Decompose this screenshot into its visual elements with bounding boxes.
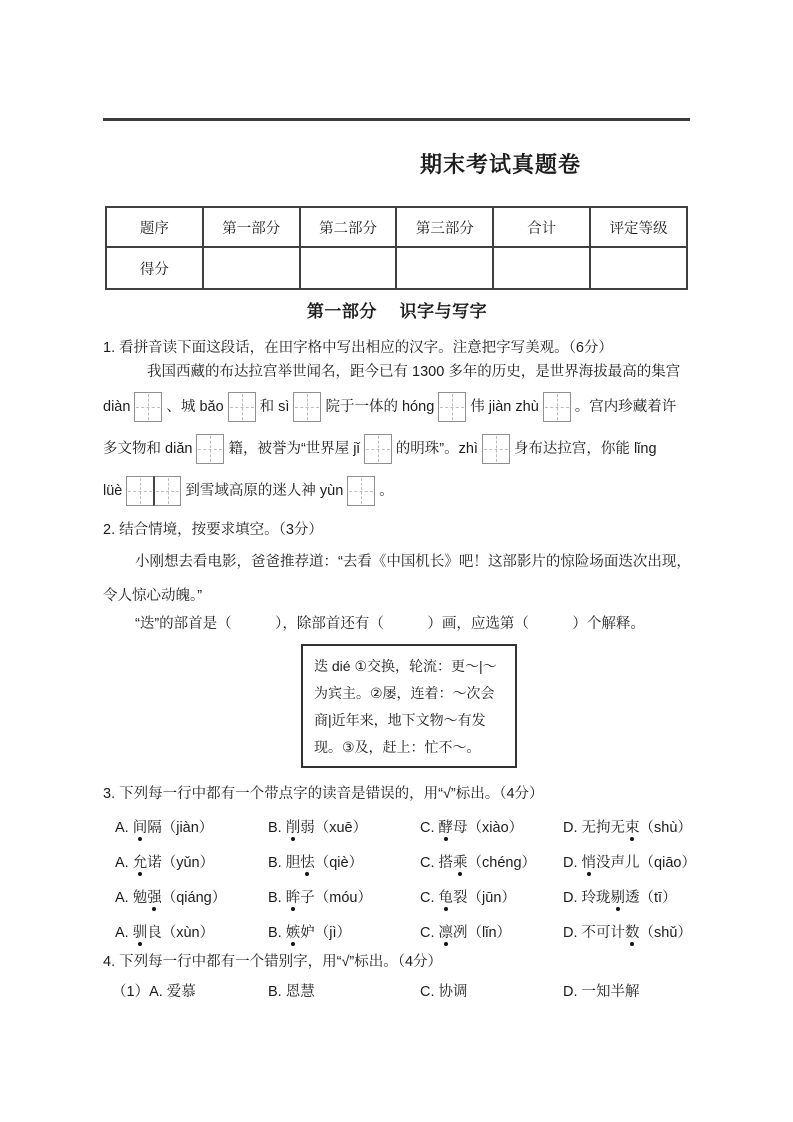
- pinyin-text: 的明珠”。zhì: [395, 441, 478, 457]
- header-rule: [103, 118, 690, 121]
- q3-option-row: [103, 845, 696, 880]
- q3-option-row: [103, 810, 691, 845]
- q1-stem: 1. 看拼音读下面这段话，在田字格中写出相应的汉字。注意把字写美观。（6分）: [103, 340, 613, 356]
- score-table-header-part2: 第二部分: [300, 207, 397, 247]
- q4-stem: 4. 下列每一行中都有一个错别字，用“√”标出。（4分）: [103, 954, 443, 970]
- pinyin-text: lüè: [103, 483, 123, 499]
- tianzige-cell: [482, 434, 510, 464]
- tianzige-cell: [153, 476, 181, 506]
- section-heading: 第一部分 识字与写字: [306, 302, 488, 321]
- q3-option-row: [103, 915, 691, 950]
- q4-option-C: C. 协调: [420, 983, 468, 1000]
- tianzige-cell: [196, 434, 224, 464]
- score-table-header-tixu: 题序: [106, 207, 203, 247]
- score-table-score-row: [106, 247, 687, 289]
- score-table-header-part1: 第一部分: [203, 207, 300, 247]
- tianzige-cell: [228, 392, 256, 422]
- option-D-row2: D. 悄没声儿（qiāo）: [563, 854, 696, 871]
- pinyin-text: 。宫内珍藏着许: [574, 399, 677, 415]
- option-D-row4: D. 不可计数（shǔ）: [563, 924, 692, 941]
- tianzige-box: [134, 392, 162, 422]
- option-C-row2: C. 搭乘（chéng）: [420, 854, 537, 871]
- q4-option-row: [103, 974, 691, 1009]
- option-C-row4: C. 凛冽（lǐn）: [420, 924, 512, 941]
- dotted-character: 嫉: [285, 924, 301, 941]
- score-cell-empty: [493, 247, 590, 289]
- q4-option-D: D. 一知半解: [563, 983, 640, 1000]
- q2-fill-line: “迭”的部首是（ ），除部首还有（ ）画，应选第（ ）个解释。: [135, 616, 645, 632]
- dotted-character: 酵: [438, 819, 454, 836]
- tianzige-box: [347, 476, 375, 506]
- tianzige-box: [196, 434, 224, 464]
- dotted-character: 龟: [438, 889, 454, 906]
- dictionary-box: [301, 644, 517, 768]
- score-cell-empty: [203, 247, 300, 289]
- pinyin-text: 。: [379, 483, 394, 499]
- dictionary-entry-line: 商|近年来，地下文物～有发: [314, 712, 486, 728]
- score-cell-empty: [590, 247, 687, 289]
- tianzige-cell: [134, 392, 162, 422]
- pinyin-text: 院于一体的 hóng: [325, 399, 435, 415]
- score-table-header-total: 合计: [493, 207, 590, 247]
- tianzige-cell: [543, 392, 571, 422]
- tianzige-box: [293, 392, 321, 422]
- page-title: 期末考试真题卷: [419, 152, 581, 177]
- score-row-label: 得分: [106, 247, 203, 289]
- q3-stem: 3. 下列每一行中都有一个带点字的读音是错误的，用“√”标出。（4分）: [103, 786, 544, 802]
- pinyin-text: 和 sì: [259, 399, 290, 415]
- dotted-character: 凛: [438, 924, 454, 941]
- score-table: [105, 206, 688, 290]
- dotted-character: 乘: [453, 854, 468, 871]
- tianzige-box: [543, 392, 571, 422]
- dotted-character: 数: [625, 924, 640, 941]
- tianzige-box: [228, 392, 256, 422]
- option-A-row3: A. 勉强（qiáng）: [115, 889, 227, 906]
- option-B-row2: B. 胆怯（qiè）: [268, 854, 364, 871]
- dotted-character: 允: [132, 854, 148, 871]
- tianzige-box: [364, 434, 392, 464]
- exam-content: [103, 300, 696, 1009]
- dotted-character: 束: [625, 819, 640, 836]
- tianzige-box: [482, 434, 510, 464]
- option-A-row1: A. 间隔（jiàn）: [115, 819, 214, 836]
- dotted-character: 眸: [285, 889, 301, 906]
- option-C-row3: C. 龟裂（jūn）: [420, 889, 516, 906]
- dictionary-entry-line: 现。③及，赶上：忙不～。: [314, 739, 481, 755]
- dotted-character: 强: [147, 889, 162, 906]
- option-B-row4: B. 嫉妒（jì）: [268, 924, 351, 941]
- option-D-row3: D. 玲珑剔透（tī）: [563, 889, 677, 906]
- pinyin-text: 到雪域高原的迷人神 yùn: [185, 483, 344, 499]
- pinyin-text: 、城 bǎo: [166, 399, 224, 415]
- option-C-row1: C. 酵母（xiào）: [420, 819, 524, 836]
- dotted-character: 悄: [581, 854, 597, 871]
- option-A-row4: A. 驯良（xùn）: [115, 924, 215, 941]
- score-cell-empty: [396, 247, 493, 289]
- dictionary-entry-line: 迭 dié ①交换，轮流：更～|～: [314, 658, 497, 674]
- dotted-character: 驯: [132, 924, 148, 941]
- q4-option-A: （1）A. 爱慕: [112, 983, 196, 1000]
- q1-pinyin-lines: [103, 386, 691, 512]
- dotted-character: 怯: [300, 854, 315, 871]
- dotted-character: 削: [285, 819, 301, 836]
- pinyin-text: 多文物和 diǎn: [103, 441, 193, 457]
- q1-pinyin-line: [103, 470, 691, 512]
- option-B-row1: B. 削弱（xuē）: [268, 819, 368, 836]
- pinyin-text: 身布达拉宫，你能 lǐng: [513, 441, 657, 457]
- q1-pinyin-line: [103, 386, 691, 428]
- q2-para-1: 小刚想去看电影，爸爸推荐道：“去看《中国机长》吧！这部影片的惊险场面迭次出现，: [135, 554, 691, 570]
- q1-intro-line: 我国西藏的布达拉宫举世闻名，距今已有 1300 多年的历史，是世界海拔最高的集宫: [147, 364, 681, 380]
- dotted-character: 剔: [610, 889, 626, 906]
- tianzige-box: [438, 392, 466, 422]
- score-table-header-row: [106, 207, 687, 247]
- tianzige-cell: [126, 476, 154, 506]
- score-table-header-grade: 评定等级: [590, 207, 687, 247]
- dictionary-entry-line: 为宾主。②屡，连着：～次会: [314, 685, 495, 701]
- tianzige-cell: [347, 476, 375, 506]
- option-D-row1: D. 无拘无束（shù）: [563, 819, 692, 836]
- pinyin-text: 籍，被誉为“世界屋 jǐ: [228, 441, 360, 457]
- tianzige-cell: [438, 392, 466, 422]
- q1-pinyin-line: [103, 428, 691, 470]
- tianzige-double-box: [126, 476, 181, 506]
- q4-item-number: （1）: [112, 983, 150, 1000]
- option-B-row3: B. 眸子（móu）: [268, 889, 372, 906]
- dotted-character: 间: [132, 819, 148, 836]
- q4-option-B: B. 恩慧: [268, 983, 315, 1000]
- q3-option-row: [103, 880, 691, 915]
- score-table-header-part3: 第三部分: [396, 207, 493, 247]
- pinyin-text: diàn: [103, 399, 131, 415]
- option-A-row2: A. 允诺（yǔn）: [115, 854, 215, 871]
- score-cell-empty: [300, 247, 397, 289]
- tianzige-cell: [293, 392, 321, 422]
- q2-stem: 2. 结合情境，按要求填空。（3分）: [103, 522, 323, 538]
- tianzige-cell: [364, 434, 392, 464]
- pinyin-text: 伟 jiàn zhù: [470, 399, 539, 415]
- q3-options: [103, 810, 696, 950]
- q2-para-2: 令人惊心动魄。”: [103, 588, 203, 604]
